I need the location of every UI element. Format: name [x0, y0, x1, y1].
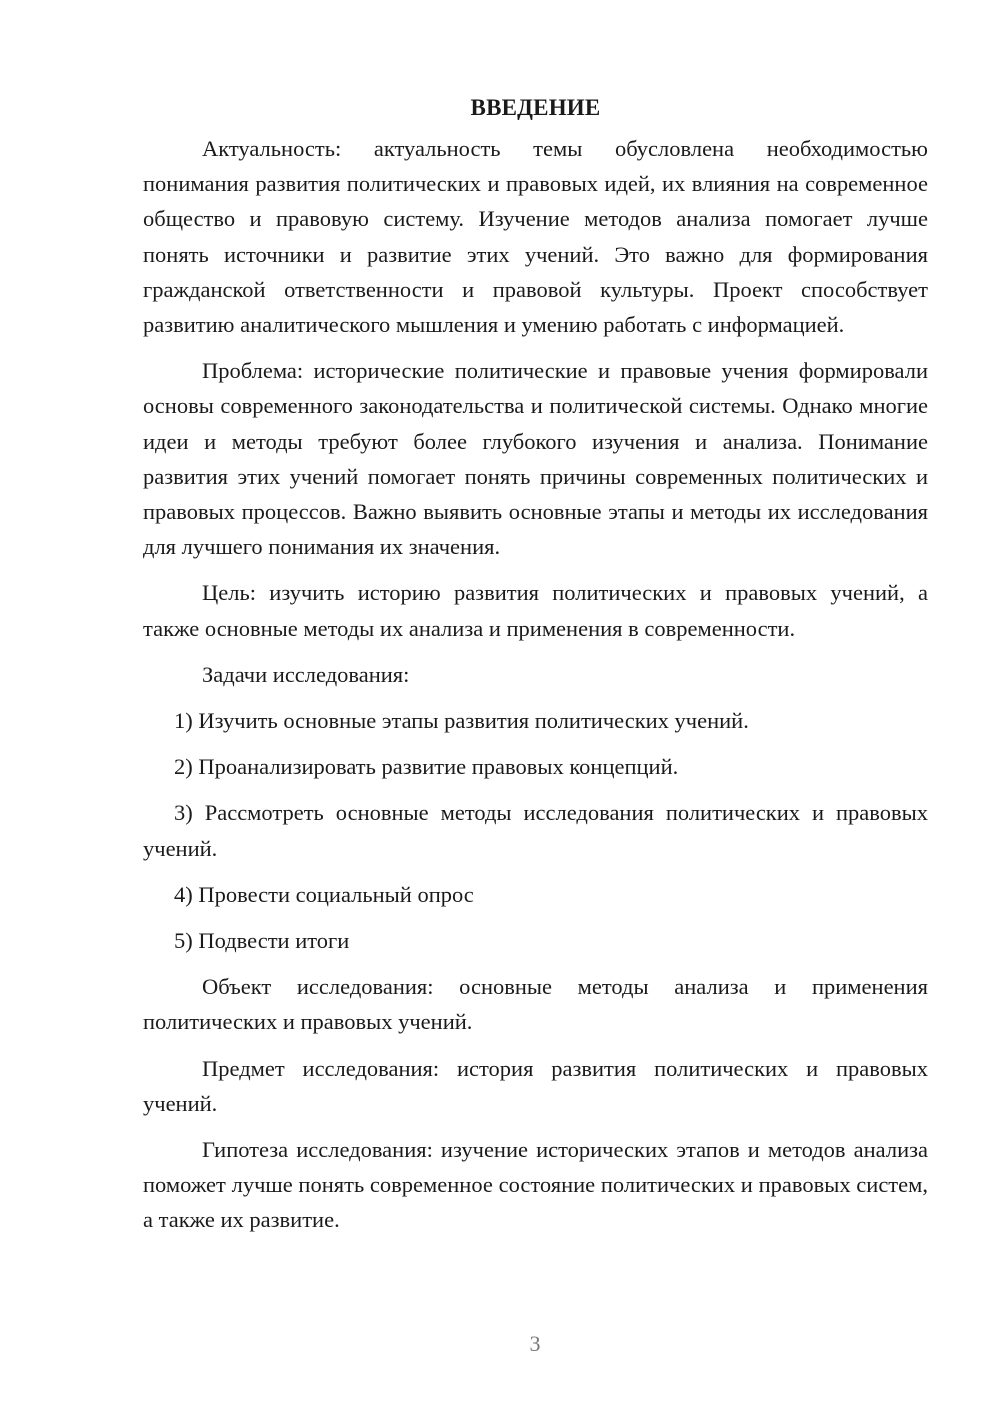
task-item: 5) Подвести итоги: [174, 928, 350, 954]
task-item: 1) Изучить основные этапы развития политических учений.: [174, 708, 749, 734]
object-paragraph: Объект исследования: основные методы анализа и применения политических и правовых учений.: [143, 974, 928, 1035]
relevance-paragraph: Актуальность: актуальность темы обусловлена необходимостью понимания развития политических и правовых идей, их влияния на современное общество и правовую систему. Изучение методов анализа помогает лучше понять источники и развитие этих учений. Это важно для формирования гражданской ответственности и правовой культуры. Проект способствует развитию аналитического мышления и умению работать с информацией.: [143, 136, 928, 338]
page-number: 3: [529, 1331, 541, 1356]
task-item: 4) Провести социальный опрос: [174, 881, 474, 907]
hypothesis-paragraph: Гипотеза исследования: изучение исторических этапов и методов анализа поможет лучше понять современное состояние политических и правовых систем, а также их развитие.: [143, 1137, 928, 1233]
task-item: 3) Рассмотреть основные методы исследования политических и правовых учений.: [143, 800, 928, 861]
problem-paragraph: Проблема: исторические политические и правовые учения формировали основы современного законодательства и политической системы. Однако многие идеи и методы требуют более глубокого изучения и анализа. Понимание развития этих учений помогает понять причины современных политических и правовых процессов. Важно выявить основные этапы и методы их исследования для лучшего понимания их значения.: [143, 358, 928, 560]
page-title: ВВЕДЕНИЕ: [470, 95, 601, 120]
tasks-heading: Задачи исследования:: [202, 661, 410, 687]
task-item: 2) Проанализировать развитие правовых концепций.: [174, 754, 679, 780]
document-page: [143, 90, 928, 1249]
subject-paragraph: Предмет исследования: история развития политических и правовых учений.: [143, 1055, 928, 1116]
goal-paragraph: Цель: изучить историю развития политических и правовых учений, а также основные методы их анализа и применения в современности.: [143, 580, 928, 641]
